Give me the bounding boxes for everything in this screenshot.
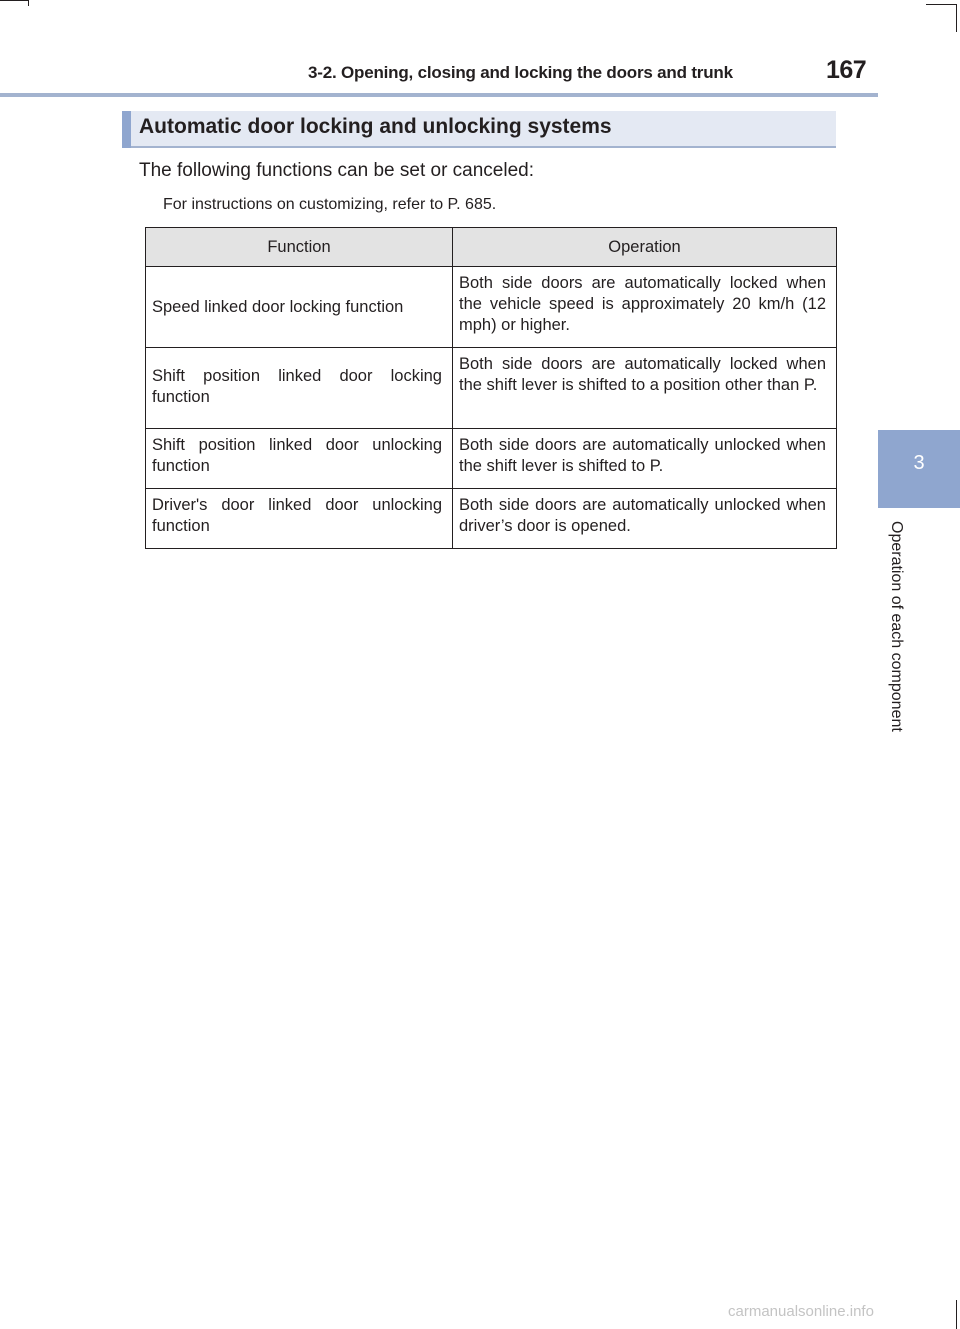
section-heading-bar	[122, 111, 131, 148]
operation-cell: Both side doors are automatically locked when the shift lever is shifted to a position other than P.	[453, 348, 837, 429]
running-header: 3-2. Opening, closing and locking the doors and trunk	[308, 63, 733, 82]
crop-mark	[956, 1300, 957, 1329]
operation-cell: Both side doors are automatically unlocked when driver’s door is opened.	[453, 489, 837, 549]
function-cell: Speed linked door locking function	[146, 267, 453, 348]
function-cell: Driver's door linked door unlocking function	[146, 489, 453, 549]
section-heading-box	[122, 111, 836, 148]
column-header: Function	[146, 228, 453, 267]
function-cell: Shift position linked door unlocking function	[146, 429, 453, 489]
chapter-number: 3	[913, 452, 925, 474]
intro-text: The following functions can be set or canceled:	[139, 160, 535, 181]
crop-mark	[956, 4, 957, 32]
table-row	[146, 348, 837, 429]
function-cell	[146, 348, 453, 429]
section-heading: Automatic door locking and unlocking systems	[139, 115, 612, 138]
page-number: 167	[826, 56, 867, 84]
function-table	[145, 227, 837, 549]
watermark: carmanualsonline.info	[728, 1303, 874, 1320]
crop-mark	[0, 0, 28, 1]
crop-mark	[926, 4, 956, 5]
function-text: Shift position linked door locking function	[152, 367, 442, 406]
operation-cell: Both side doors are automatically locked when the vehicle speed is approximately 20 km/h (12 mph) or higher.	[453, 267, 837, 348]
operation-cell: Both side doors are automatically unlocked when the shift lever is shifted to P.	[453, 429, 837, 489]
customize-note: For instructions on customizing, refer to P. 685.	[163, 196, 497, 213]
crop-mark	[28, 0, 29, 6]
table-row	[146, 267, 837, 348]
table-row	[146, 489, 837, 549]
table-row	[146, 429, 837, 489]
header-rule	[0, 93, 878, 97]
table-header-row	[146, 228, 837, 267]
chapter-label: Operation of each component	[888, 521, 905, 732]
chapter-tab	[878, 430, 960, 508]
column-header: Operation	[453, 228, 837, 267]
